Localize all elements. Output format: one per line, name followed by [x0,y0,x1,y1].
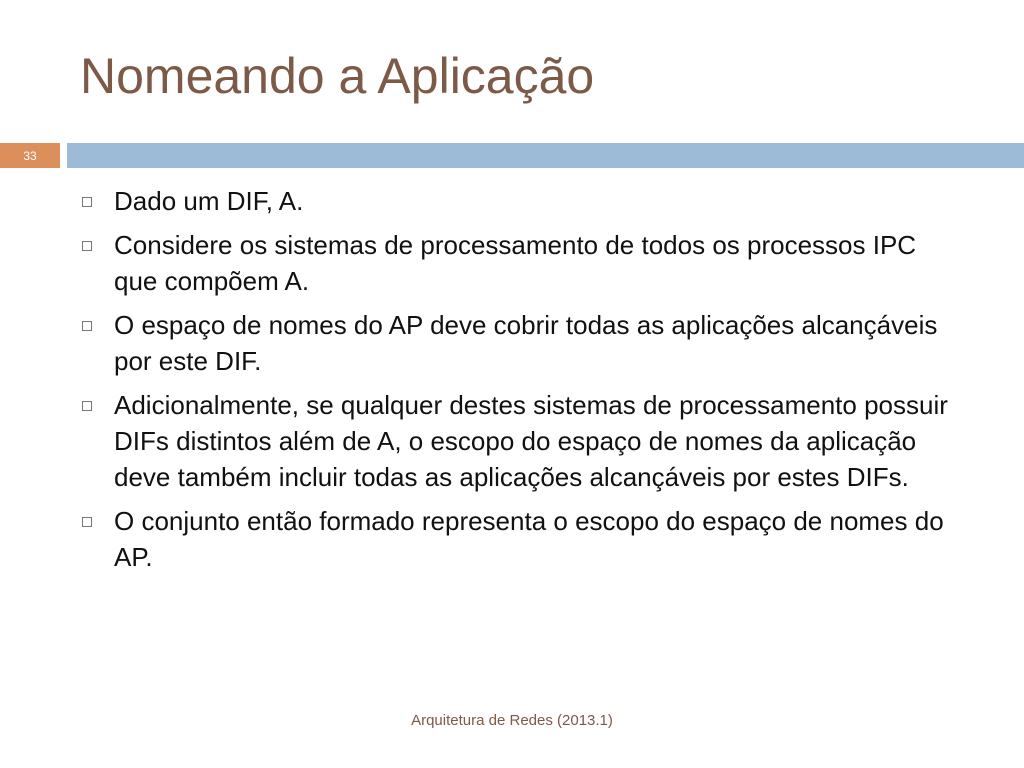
square-bullet-icon [82,401,92,411]
slide-title: Nomeando a Aplicação [80,48,595,104]
bullet-text: Considere os sistemas de processamento de todos os processos IPC que compõem A. [114,230,917,296]
bullet-item [82,503,962,575]
square-bullet-icon [82,321,92,331]
bullet-item [82,387,962,495]
square-bullet-icon [82,517,92,527]
bullet-text: Dado um DIF, A. [114,186,304,216]
bullet-text: O espaço de nomes do AP deve cobrir todas as aplicações alcançáveis por este DIF. [114,310,938,376]
bullet-item [82,183,962,219]
slide-number: 33 [23,148,37,163]
square-bullet-icon [82,241,92,251]
square-bullet-icon [82,197,92,207]
bullet-text: O conjunto então formado representa o escopo do espaço de nomes do AP. [114,506,944,572]
slide-footer: Arquitetura de Redes (2013.1) [411,712,613,729]
bullet-item [82,307,962,379]
slide-number-badge [0,143,60,168]
bullet-item [82,227,962,299]
header-bar [67,143,1024,168]
bullet-text: Adicionalmente, se qualquer destes sistemas de processamento possuir DIFs distintos além de A, o escopo do espaço de nomes da aplicação deve também incluir todas as aplicações alcançáveis por estes DIFs. [114,390,948,492]
bullet-list [82,183,962,583]
